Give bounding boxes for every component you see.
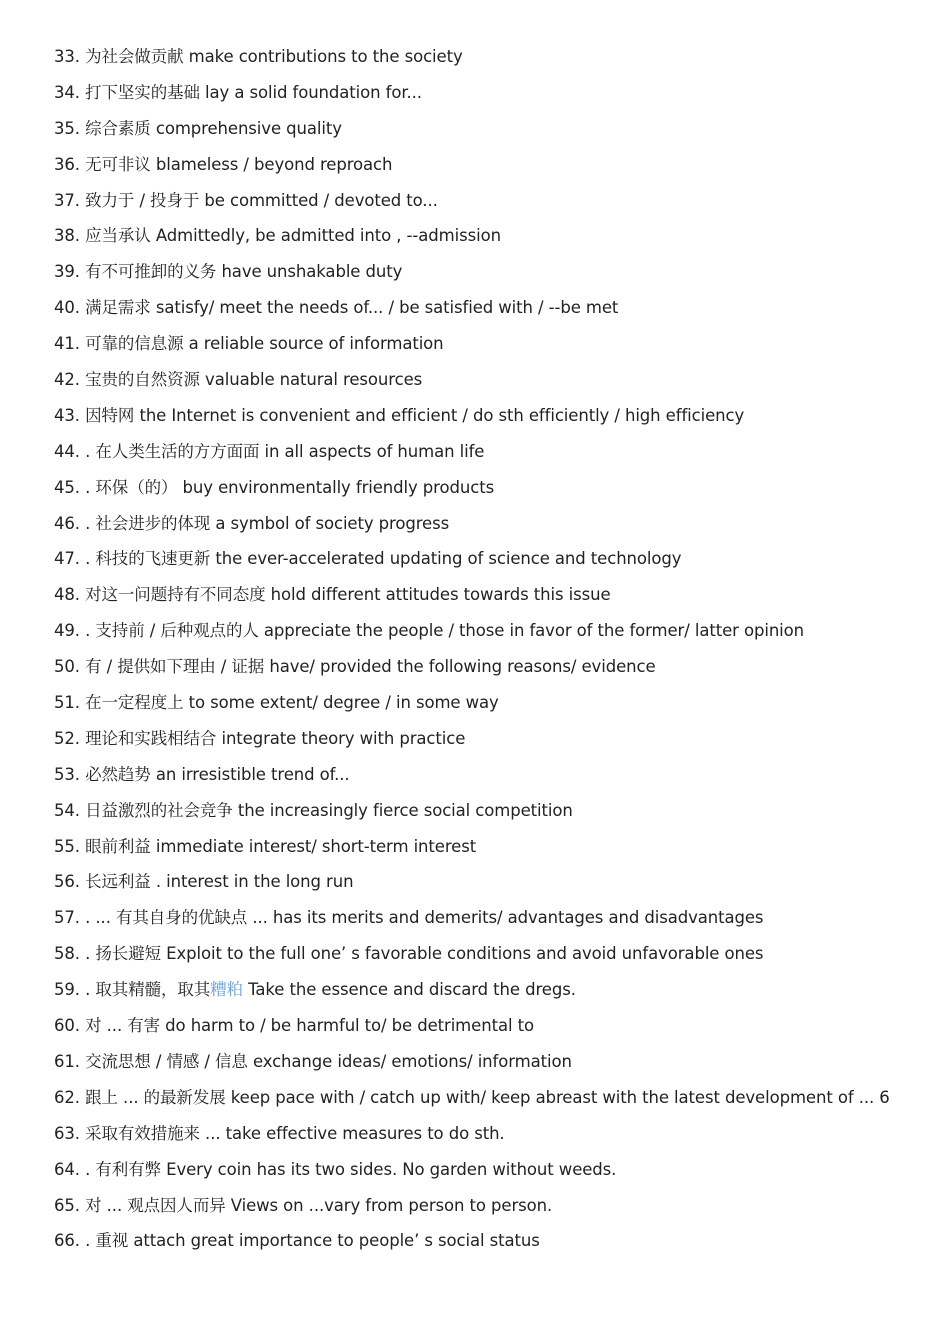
term-link[interactable]: 糟粕 <box>210 980 244 1000</box>
entry-34 <box>54 80 934 116</box>
entry-text: . 重视 attach great importance to people’ s social status <box>85 1231 540 1251</box>
entry-text: . 社会进步的体现 a symbol of society progress <box>85 513 450 533</box>
entry-text: 眼前利益 immediate interest/ short-term interest <box>85 836 477 856</box>
entry-41 <box>54 331 934 367</box>
entry-38 <box>54 223 934 259</box>
entry-number: 33. <box>54 47 80 66</box>
entry-text: 交流思想 / 情感 / 信息 exchange ideas/ emotions/ information <box>85 1051 572 1071</box>
entry-number: 64. <box>54 1159 80 1179</box>
entry-number: 49. <box>54 621 80 641</box>
entry-text: 对这一问题持有不同态度 hold different attitudes towards this issue <box>85 585 611 605</box>
entry-53 <box>54 762 934 798</box>
entry-number: 40. <box>54 298 80 318</box>
entry-36 <box>54 152 934 188</box>
entry-number: 52. <box>54 728 80 748</box>
entry-58 <box>54 941 934 977</box>
entry-text: 理论和实践相结合 integrate theory with practice <box>85 728 466 748</box>
entry-text: 有 / 提供如下理由 / 证据 have/ provided the following reasons/ evidence <box>85 657 656 677</box>
entry-45 <box>54 475 934 511</box>
entry-text: 在一定程度上 to some extent/ degree / in some way <box>85 693 499 713</box>
entry-57 <box>54 905 934 941</box>
entry-text-tail: Take the essence and discard the dregs. <box>243 980 576 1000</box>
entry-number: 66. <box>54 1231 80 1251</box>
entry-text: . 环保（的） buy environmentally friendly products <box>85 477 495 497</box>
entry-text: 跟上 ... 的最新发展 keep pace with / catch up with/ keep abreast with the latest development of ... 6 <box>85 1087 890 1107</box>
entry-61 <box>54 1049 934 1085</box>
entry-number: 43. <box>54 405 80 425</box>
entry-text: 为社会做贡献 make contributions to the society <box>85 47 463 66</box>
entry-64 <box>54 1157 934 1193</box>
entry-number: 55. <box>54 836 80 856</box>
entry-text: 无可非议 blameless / beyond reproach <box>85 154 393 174</box>
entry-62 <box>54 1085 934 1121</box>
entry-number: 58. <box>54 944 80 964</box>
entry-text: . ... 有其自身的优缺点 ... has its merits and demerits/ advantages and disadvantages <box>85 908 764 928</box>
entry-text: . 科技的飞速更新 the ever-accelerated updating of science and technology <box>85 549 682 569</box>
entry-number: 59. <box>54 980 80 1000</box>
entry-60 <box>54 1013 934 1049</box>
entry-35 <box>54 116 934 152</box>
entry-number: 35. <box>54 118 80 138</box>
entry-44 <box>54 439 934 475</box>
entry-text: 日益激烈的社会竞争 the increasingly fierce social competition <box>85 800 573 820</box>
entry-number: 38. <box>54 226 80 246</box>
entry-text: . 扬长避短 Exploit to the full one’ s favorable conditions and avoid unfavorable ones <box>85 944 764 964</box>
entry-33 <box>54 44 934 80</box>
entry-text: 可靠的信息源 a reliable source of information <box>85 334 444 354</box>
entry-63 <box>54 1121 934 1157</box>
entry-59 <box>54 977 934 1013</box>
entry-text: 对 ... 有害 do harm to / be harmful to/ be detrimental to <box>85 1016 534 1036</box>
entry-text: 打下坚实的基础 lay a solid foundation for... <box>85 82 422 102</box>
entry-text: 必然趋势 an irresistible trend of... <box>85 764 350 784</box>
entry-number: 62. <box>54 1087 80 1107</box>
entry-text: . 在人类生活的方方面面 in all aspects of human life <box>85 441 485 461</box>
entry-42 <box>54 367 934 403</box>
entry-number: 50. <box>54 657 80 677</box>
entry-text: . 支持前 / 后种观点的人 appreciate the people / those in favor of the former/ latter opinion <box>85 621 805 641</box>
entry-40 <box>54 295 934 331</box>
entry-number: 56. <box>54 872 80 892</box>
entry-number: 54. <box>54 800 80 820</box>
entry-text: 应当承认 Admittedly, be admitted into , --admission <box>85 226 501 246</box>
entry-number: 36. <box>54 154 80 174</box>
entry-66 <box>54 1228 934 1264</box>
entry-text: 对 ... 观点因人而异 Views on ...vary from person to person. <box>85 1195 553 1215</box>
entry-text: . 有利有弊 Every coin has its two sides. No garden without weeds. <box>85 1159 617 1179</box>
entry-48 <box>54 582 934 618</box>
entry-text: 致力于 / 投身于 be committed / devoted to... <box>85 190 438 210</box>
entry-text: 综合素质 comprehensive quality <box>85 118 342 138</box>
entry-number: 61. <box>54 1051 80 1071</box>
entry-47 <box>54 546 934 582</box>
entry-text: . 取其精髓，取其 <box>85 980 211 1000</box>
entry-51 <box>54 690 934 726</box>
entry-43 <box>54 403 934 439</box>
entry-number: 63. <box>54 1123 80 1143</box>
entry-number: 46. <box>54 513 80 533</box>
entry-50 <box>54 654 934 690</box>
entry-39 <box>54 259 934 295</box>
entry-number: 51. <box>54 693 80 713</box>
entry-49 <box>54 618 934 654</box>
entry-text: 采取有效措施来 ... take effective measures to do sth. <box>85 1123 505 1143</box>
entry-number: 60. <box>54 1016 80 1036</box>
entry-55 <box>54 834 934 870</box>
entry-54 <box>54 798 934 834</box>
entry-46 <box>54 511 934 547</box>
entry-37 <box>54 188 934 224</box>
entry-text: 满足需求 satisfy/ meet the needs of... / be satisfied with / --be met <box>85 298 619 318</box>
entry-number: 53. <box>54 764 80 784</box>
entry-52 <box>54 726 934 762</box>
entry-text: 因特网 the Internet is convenient and efficient / do sth efficiently / high efficiency <box>85 405 745 425</box>
document-page <box>54 44 934 1264</box>
entry-number: 34. <box>54 82 80 102</box>
entry-number: 47. <box>54 549 80 569</box>
entry-number: 39. <box>54 262 80 282</box>
entry-number: 65. <box>54 1195 80 1215</box>
entry-56 <box>54 869 934 905</box>
entry-number: 37. <box>54 190 80 210</box>
entry-65 <box>54 1193 934 1229</box>
entry-text: 有不可推卸的义务 have unshakable duty <box>85 262 403 282</box>
entry-number: 57. <box>54 908 80 928</box>
entry-number: 48. <box>54 585 80 605</box>
entry-number: 44. <box>54 441 80 461</box>
entry-text: 长远利益 . interest in the long run <box>85 872 354 892</box>
entry-number: 45. <box>54 477 80 497</box>
entry-number: 41. <box>54 334 80 354</box>
entry-number: 42. <box>54 370 80 390</box>
entry-text: 宝贵的自然资源 valuable natural resources <box>85 370 423 390</box>
